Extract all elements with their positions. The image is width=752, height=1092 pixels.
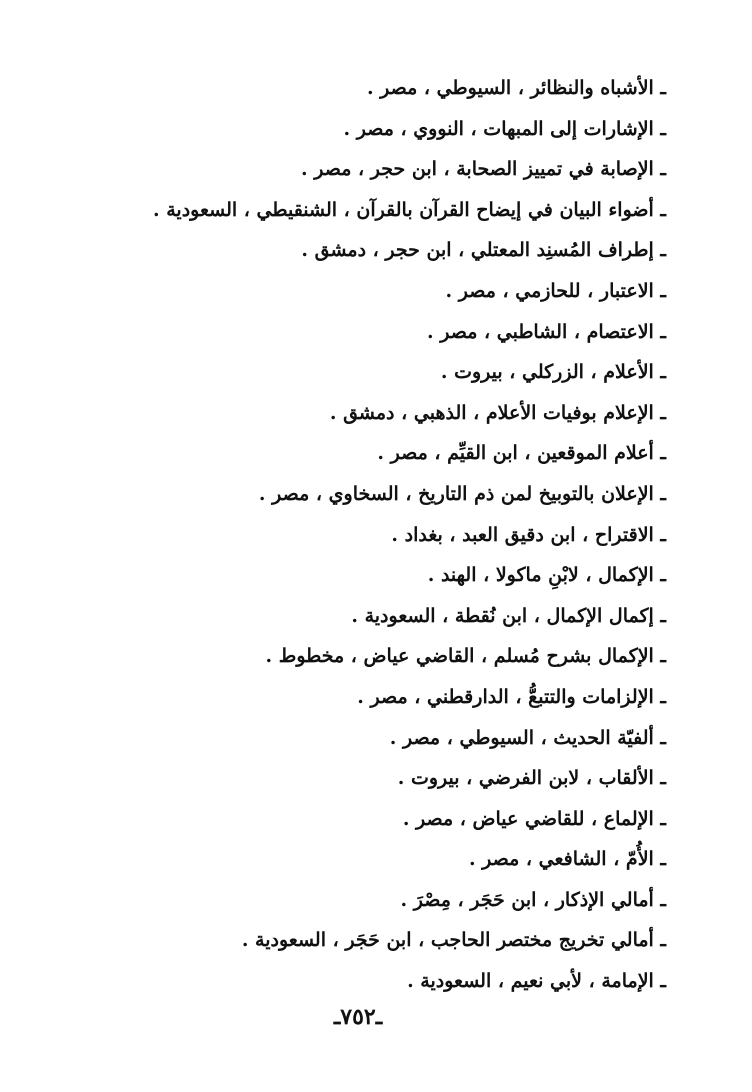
reference-entry: ـ الاعتصام ، الشاطبي ، مصر . [427, 320, 666, 343]
reference-entry: ـ الإعلام بوفيات الأعلام ، الذهبي ، دمشق . [329, 401, 666, 424]
page-number: ـ٧٥٢ـ [333, 1004, 383, 1030]
reference-entry: ـ الأشباه والنظائر ، السيوطي ، مصر . [366, 77, 666, 99]
reference-entry: ـ الإكمال ، لابْنِ ماكولا ، الهند . [427, 564, 666, 587]
reference-entry: ـ إطراف المُسنِد المعتلي ، ابن حجر ، دمشق . [301, 239, 666, 262]
reference-entry: ـ الإصابة في تمييز الصحابة ، ابن حجر ، مصر . [301, 158, 666, 181]
reference-entry: ـ أمالي تخريج مختصر الحاجب ، ابن حَجَر ، السعودية . [241, 929, 666, 952]
reference-entry: ـ الأعلام ، الزركلي ، بيروت . [440, 361, 666, 384]
reference-entry: ـ أمالي الإذكار ، ابن حَجَر ، مِصْرَ . [400, 888, 666, 911]
reference-entry: ـ الاعتبار ، للحازمي ، مصر . [445, 279, 666, 302]
reference-entry: ـ ألفيّة الحديث ، السيوطي ، مصر . [389, 726, 666, 749]
references-list [46, 68, 666, 1002]
reference-entry: ـ الإشارات إلى المبهات ، النووي ، مصر . [343, 117, 666, 140]
reference-entry: ـ الإعلان بالتوبيخ لمن ذم التاريخ ، السخاوي ، مصر . [258, 482, 666, 505]
reference-entry: ـ إكمال الإكمال ، ابن نُقطة ، السعودية . [351, 604, 666, 627]
reference-entry: ـ الإلماع ، للقاضي عياض ، مصر . [402, 807, 666, 830]
reference-entry: ـ الاقتراح ، ابن دقيق العبد ، بغداد . [391, 523, 666, 546]
reference-entry: ـ الأُمّ ، الشافعي ، مصر . [468, 848, 666, 871]
reference-entry: ـ الألقاب ، لابن الفرضي ، بيروت . [397, 767, 666, 790]
reference-entry: ـ الإلزامات والتتبعُّ ، الدارقطني ، مصر . [357, 685, 666, 708]
reference-entry: ـ الإمامة ، لأبي نعيم ، السعودية . [407, 970, 666, 993]
reference-entry: ـ أضواء البيان في إيضاح القرآن بالقرآن ، الشنقيطي ، السعودية . [153, 198, 666, 221]
reference-entry: ـ الإكمال بشرح مُسلم ، القاضي عياض ، مخطوط . [265, 645, 666, 668]
reference-entry: ـ أعلام الموقعين ، ابن القيِّم ، مصر . [377, 442, 666, 465]
